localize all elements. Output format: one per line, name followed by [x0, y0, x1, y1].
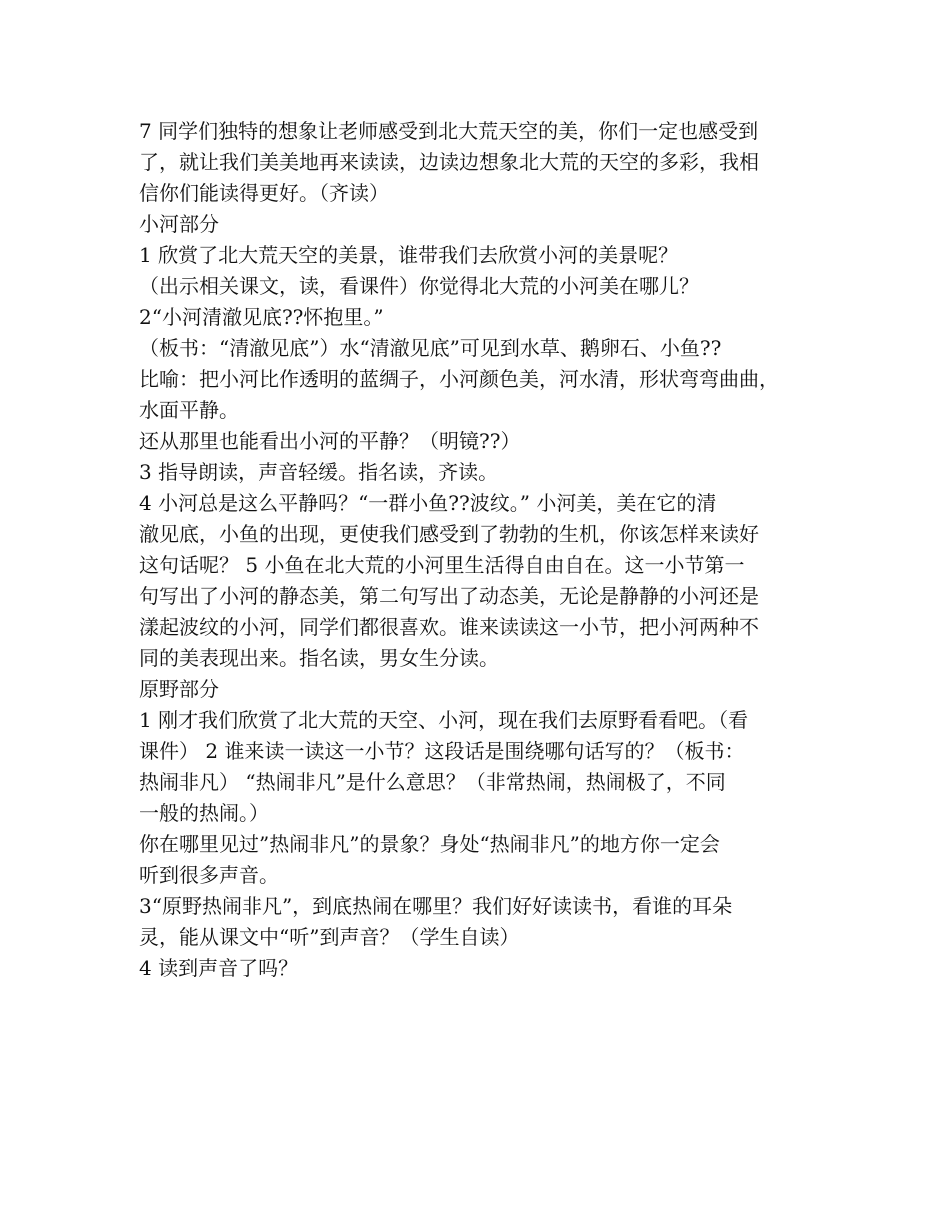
text-line: 还从那里也能看出小河的平静？（明镜??） [139, 429, 521, 453]
text-line: 你在哪里见过”热闹非凡”的景象？身处“热闹非凡”的地方你一定会 [139, 832, 720, 856]
text-line: 3“原野热闹非凡”，到底热闹在哪里？我们好好读读书，看谁的耳朵 [139, 894, 733, 918]
text-line: 课件） 2 谁来读一读这一小节？这段话是围绕哪句话写的？（板书： [139, 739, 745, 763]
text-line: 比喻：把小河比作透明的蓝绸子，小河颜色美，河水清，形状弯弯曲曲， [139, 367, 779, 391]
text-line: 句写出了小河的静态美，第二句写出了动态美，无论是静静的小河还是 [139, 584, 759, 608]
text-line: 漾起波纹的小河，同学们都很喜欢。谁来读读这一小节，把小河两种不 [139, 615, 759, 639]
text-line: 信你们能读得更好。（齐读） [139, 181, 389, 205]
text-line: 1 刚才我们欣赏了北大荒的天空、小河，现在我们去原野看看吧。（看 [139, 708, 749, 732]
text-line: 3 指导朗读，声音轻缓。指名读，齐读。 [139, 460, 499, 484]
text-line: 了，就让我们美美地再来读读，边读边想象北大荒的天空的多彩，我相 [139, 150, 759, 174]
text-line: 热闹非凡） “热闹非凡”是什么意思？（非常热闹，热闹极了，不同 [139, 770, 726, 794]
text-line: 这句话呢？ 5 小鱼在北大荒的小河里生活得自由自在。这一小节第一 [139, 553, 745, 577]
text-line: 4 读到声音了吗？ [139, 956, 299, 980]
document-body [139, 116, 819, 984]
text-line: 一般的热闹。） [139, 801, 269, 825]
text-line: 灵，能从课文中“听”到声音？（学生自读） [139, 925, 520, 949]
text-line: （出示相关课文，读，看课件）你觉得北大荒的小河美在哪儿？ [139, 274, 699, 298]
text-line: （板书：“清澈见底”）水“清澈见底”可见到水草、鹅卵石、小鱼?? [139, 336, 722, 360]
text-line: 同的美表现出来。指名读，男女生分读。 [139, 646, 499, 670]
text-line: 7 同学们独特的想象让老师感受到北大荒天空的美，你们一定也感受到 [139, 119, 759, 143]
section-heading-river: 小河部分 [139, 212, 219, 236]
text-line: 澈见底，小鱼的出现，更使我们感受到了勃勃的生机，你该怎样来读好 [139, 522, 759, 546]
section-heading-field: 原野部分 [139, 677, 219, 701]
text-line: 4 小河总是这么平静吗？“一群小鱼??波纹。” 小河美，美在它的清 [139, 491, 717, 515]
text-line: 1 欣赏了北大荒天空的美景，谁带我们去欣赏小河的美景呢？ [139, 243, 679, 267]
text-line: 2“小河清澈见底??怀抱里。” [139, 305, 384, 329]
text-line: 水面平静。 [139, 398, 239, 422]
text-line: 听到很多声音。 [139, 863, 279, 887]
